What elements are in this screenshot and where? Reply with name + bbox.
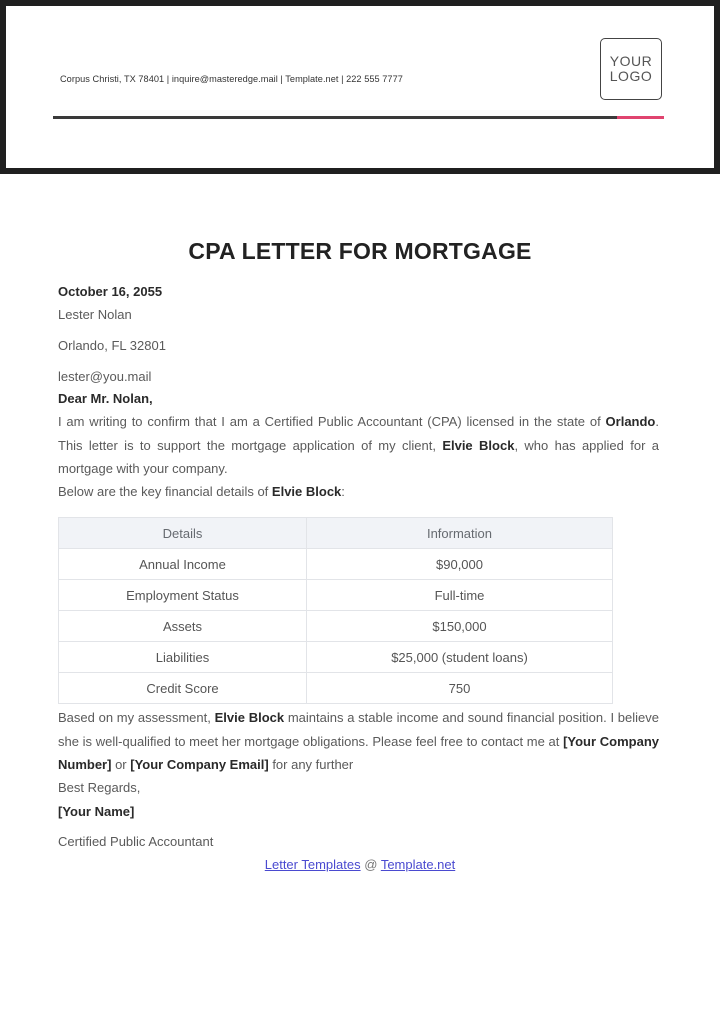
contact-info: Corpus Christi, TX 78401 | inquire@masteredge.mail | Template.net | 222 555 7777 bbox=[60, 74, 403, 84]
lead-text: : bbox=[341, 484, 345, 499]
company-number-placeholder: [Your Company Number] bbox=[58, 733, 659, 772]
intro-text: . This letter is to support the mortgage application of my client, bbox=[58, 414, 659, 453]
table-row bbox=[59, 611, 613, 642]
intro-paragraph bbox=[58, 410, 659, 481]
signer-title: Certified Public Accountant bbox=[58, 834, 214, 849]
detail-value: 750 bbox=[307, 673, 613, 704]
footer-attribution bbox=[0, 857, 720, 872]
logo-placeholder bbox=[600, 38, 662, 100]
client-name: Elvie Block bbox=[442, 437, 515, 453]
assessment-text: Based on my assessment, bbox=[58, 710, 215, 725]
assessment-paragraph bbox=[58, 706, 659, 777]
recipient-email: lester@you.mail bbox=[58, 369, 152, 384]
recipient-address: Orlando, FL 32801 bbox=[58, 338, 166, 353]
details-lead bbox=[58, 480, 659, 504]
header-divider bbox=[53, 116, 617, 119]
template-net-link[interactable]: Template.net bbox=[380, 857, 456, 872]
document-title: CPA LETTER FOR MORTGAGE bbox=[188, 238, 532, 264]
assessment-text: maintains a stable income and sound financial position. I believe she is well-qualified to meet her mortgage obligations. Please feel free to contact me at bbox=[58, 710, 659, 749]
signer-name: [Your Name] bbox=[58, 804, 135, 819]
detail-label: Employment Status bbox=[59, 580, 307, 611]
detail-label: Annual Income bbox=[59, 549, 307, 580]
detail-value: $150,000 bbox=[307, 611, 613, 642]
header-divider-accent bbox=[617, 116, 664, 119]
letterhead bbox=[6, 6, 714, 168]
footer-separator: @ bbox=[360, 857, 381, 872]
intro-text: I am writing to confirm that I am a Certified Public Accountant (CPA) licensed in the state of bbox=[58, 414, 606, 429]
table-row bbox=[59, 580, 613, 611]
recipient-name: Lester Nolan bbox=[58, 307, 132, 322]
client-name: Elvie Block bbox=[214, 710, 285, 725]
detail-label: Liabilities bbox=[59, 642, 307, 673]
detail-value: $90,000 bbox=[307, 549, 613, 580]
column-header-details: Details bbox=[59, 518, 307, 549]
detail-label: Assets bbox=[59, 611, 307, 642]
assessment-text: for any further bbox=[268, 757, 354, 772]
license-state: Orlando bbox=[605, 414, 656, 429]
detail-value: Full-time bbox=[307, 580, 613, 611]
company-email-placeholder: [Your Company Email] bbox=[130, 757, 269, 772]
salutation: Dear Mr. Nolan, bbox=[58, 391, 153, 406]
table-header-row bbox=[59, 518, 613, 549]
detail-label: Credit Score bbox=[59, 673, 307, 704]
financial-details-table bbox=[58, 517, 613, 704]
intro-text: , who has applied for a mortgage with your company. bbox=[58, 437, 659, 476]
lead-text: Below are the key financial details of bbox=[58, 484, 272, 499]
letter-date: October 16, 2055 bbox=[58, 284, 163, 299]
table-row bbox=[59, 673, 613, 704]
assessment-text: or bbox=[111, 757, 131, 772]
letter-templates-link[interactable]: Letter Templates bbox=[264, 857, 361, 872]
detail-value: $25,000 (student loans) bbox=[307, 642, 613, 673]
client-name: Elvie Block bbox=[271, 484, 342, 499]
column-header-information: Information bbox=[307, 518, 613, 549]
closing: Best Regards, bbox=[58, 780, 141, 795]
table-row bbox=[59, 642, 613, 673]
logo-text-line2: LOGO bbox=[609, 68, 653, 84]
logo-text-line1: YOUR bbox=[609, 53, 653, 69]
table-row bbox=[59, 549, 613, 580]
letterhead-frame bbox=[0, 0, 720, 174]
